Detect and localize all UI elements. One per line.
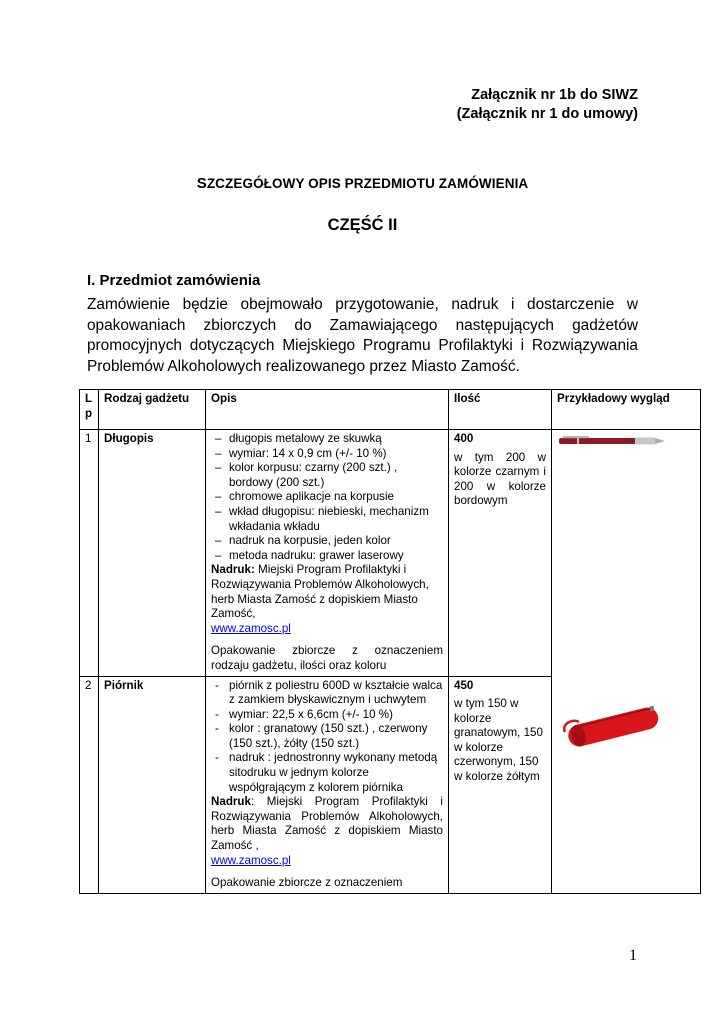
row1-qty-number: 400 [454,432,474,445]
list-item: – długopis metalowy ze skuwką [211,432,443,447]
row2-website-link[interactable]: www.zamosc.pl [211,853,291,867]
row2-name-text: Piórnik [104,678,144,692]
list-item: - kolor : granatowy (150 szt.) , czerwony (150 szt.), żółty (150 szt.) [211,722,443,751]
part-title: CZĘŚĆ II [327,216,398,234]
pen-chrome-ring [577,438,579,444]
annex-line-2: (Załącznik nr 1 do umowy) [456,106,638,122]
items-table [79,389,701,894]
title-initial: S [196,175,207,192]
page-number: 1 [629,947,637,964]
row1-nadruk [211,563,443,621]
row2-nadruk-text: : Miejski Program Profilaktyki i Rozwiązywania Problemów Alkoholowych, herb Miasta Zamość z dopiskiem Miasto Zamość , [211,795,443,853]
row2-name [99,676,206,893]
list-item: - wymiar: 22,5 x 6,6cm (+/- 10 %) [211,708,443,723]
row2-desc [206,676,449,893]
row2-lp: 2 [80,676,99,893]
header-lp-text: L p [85,392,93,420]
pen-clip [563,436,589,438]
row2-packaging: Opakowanie zbiorcze z oznaczeniem [211,876,403,890]
table-row [80,430,701,677]
annex-header [457,86,638,124]
row2-qty-number: 450 [454,678,474,692]
row2-qty-desc: w tym 150 w kolorze granatowym, 150 w kolorze czerwonym, 150 w kolorze żółtym [454,697,543,784]
pen-image [557,434,669,448]
row1-packaging: Opakowanie zbiorcze z oznaczeniem rodzaju gadżetu, ilości oraz koloru [211,644,443,672]
row2-look [552,676,701,893]
list-item: – chromowe aplikacje na korpusie [211,490,443,505]
header-desc: Opis [206,390,449,430]
list-item: – nadruk na korpusie, jeden kolor [211,534,443,549]
table-header-row [80,390,701,430]
row1-website-link[interactable]: www.zamosc.pl [211,621,291,635]
row1-look [552,430,701,677]
row2-spec-list [211,679,443,796]
annex-line-1: Załącznik nr 1b do SIWZ [471,87,638,103]
row1-qty-desc: w tym 200 w kolorze czarnym i 200 w kolorze bordowym [454,450,546,508]
row1-nadruk-text: Miejski Program Profilaktyki i Rozwiązywania Problemów Alkoholowych, herb Miasta Zamość z dopiskiem Miasto Zamość, [211,563,429,621]
row2-nadruk [211,795,443,853]
header-name: Rodzaj gadżetu [99,390,206,430]
title-rest: ZCZEGÓŁOWY OPIS PRZEDMIOTU ZAMÓWIENIA [206,176,529,191]
list-item: – wymiar: 14 x 0,9 cm (+/- 10 %) [211,447,443,462]
row1-lp: 1 [80,430,99,677]
list-item: – metoda nadruku: grawer laserowy [211,549,443,564]
list-item: – wkład długopisu: niebieski, mechanizm wkładania wkładu [211,505,443,534]
list-item: – kolor korpusu: czarny (200 szt.) , bordowy (200 szt.) [211,461,443,490]
section-heading: I. Przedmiot zamówienia [87,272,261,289]
intro-text: Zamówienie będzie obejmowało przygotowanie, nadruk i dostarczenie w opakowaniach zbiorczych do Zamawiającego następujących gadżetów promocyjnych dotyczących Miejskiego Programu Profilaktyki i Rozwiązywania Problemów Alkoholowych realizowanego przez Miasto Zamość. [87,296,638,375]
header-lp [80,390,99,430]
header-look: Przykładowy wygląd [552,390,701,430]
table-row [80,676,701,893]
document-title [0,175,725,192]
list-item: - piórnik z poliestru 600D w kształcie walca z zamkiem błyskawicznym i uchwytem [211,679,443,708]
row2-nadruk-label: Nadruk [211,795,251,809]
row2-qty [449,676,552,893]
pencil-case-body-group [566,705,661,749]
row1-name-text: Długopis [104,432,154,445]
intro-paragraph [87,295,638,377]
row1-name [99,430,206,677]
pen-nib [655,438,665,444]
list-item: - nadruk : jednostronny wykonany metodą sitodruku w jednym kolorze współgrającym z kolorem piórnika [211,751,443,795]
row1-desc [206,430,449,677]
row1-nadruk-label: Nadruk: [211,563,255,577]
pencil-case-image [557,694,669,754]
header-qty: Ilość [449,390,552,430]
row1-spec-list [211,432,443,563]
row1-qty [449,430,552,677]
pen-chrome-tip [635,438,655,445]
